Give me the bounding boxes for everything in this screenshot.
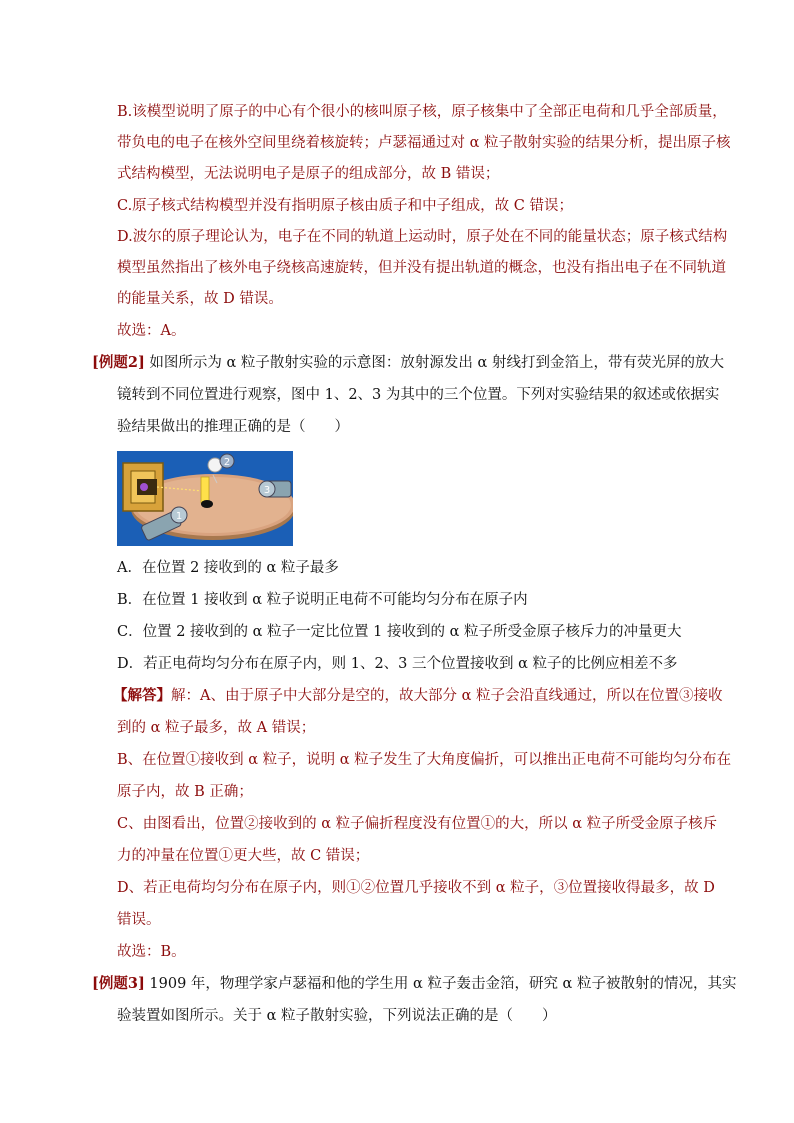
answer-1: 故选：A。 <box>117 323 186 339</box>
example3-question-2: 验装置如图所示。关于 α 粒子散射实验，下列说法正确的是（ ） <box>117 1008 557 1024</box>
figure-label-1: 1 <box>175 511 183 522</box>
solution2-line-3: B、在位置①接收到 α 粒子，说明 α 粒子发生了大角度偏折，可以推出正电荷不可能均匀分布在 <box>117 752 732 768</box>
alpha-scattering-illustration <box>117 451 293 546</box>
solution2-line-4: 原子内，故 B 正确； <box>117 784 253 800</box>
example2-line-1 <box>92 353 724 373</box>
solution2-line-5: C、由图看出，位置②接收到的 α 粒子偏折程度没有位置①的大，所以 α 粒子所受金原子核斥 <box>117 816 718 832</box>
solution-line-b2: 带负电的电子在核外空间里绕着核旋转；卢瑟福通过对 α 粒子散射实验的结果分析，提出原子核 <box>117 135 731 151</box>
solution-line-d1: D.波尔的原子理论认为，电子在不同的轨道上运动时，原子处在不同的能量状态；原子核式结构 <box>117 229 728 245</box>
solution2-text-1: 解：A、由于原子中大部分是空的，故大部分 α 粒子会沿直线通过，所以在位置③接收 <box>171 688 723 704</box>
example3-question-1: 1909 年，物理学家卢瑟福和他的学生用 α 粒子轰击金箔，研究 α 粒子被散射的情况，其实 <box>149 976 737 992</box>
solution-line-b3: 式结构模型，无法说明电子是原子的组成部分，故 B 错误； <box>117 166 500 182</box>
solution2-line-7: D、若正电荷均匀分布在原子内，则①②位置几乎接收不到 α 粒子，③位置接收得最多，故 D <box>117 880 715 896</box>
option-a: A．在位置 2 接收到的 α 粒子最多 <box>117 560 339 576</box>
example3-tag: [例题3] <box>92 975 145 992</box>
solution-label: 【解答】 <box>113 687 171 704</box>
solution-line-d2: 模型虽然指出了核外电子绕核高速旋转，但并没有提出轨道的概念，也没有指出电子在不同轨道 <box>117 260 726 276</box>
solution2-line-6: 力的冲量在位置①更大些，故 C 错误； <box>117 848 370 864</box>
solution2-line-1 <box>113 686 722 706</box>
example3-line-1 <box>92 974 736 994</box>
option-b: B．在位置 1 接收到 α 粒子说明正电荷不可能均匀分布在原子内 <box>117 592 528 608</box>
example2-tag: [例题2] <box>92 354 145 371</box>
solution-line-b1: B.该模型说明了原子的中心有个很小的核叫原子核，原子核集中了全部正电荷和几乎全部质量， <box>117 104 727 120</box>
solution2-line-8: 错误。 <box>117 912 161 928</box>
option-c: C．位置 2 接收到的 α 粒子一定比位置 1 接收到的 α 粒子所受金原子核斥力的冲量更大 <box>117 624 682 640</box>
solution2-line-2: 到的 α 粒子最多，故 A 错误； <box>117 720 316 736</box>
solution-line-d3: 的能量关系，故 D 错误。 <box>117 291 283 307</box>
example2-question-3: 验结果做出的推理正确的是（ ） <box>117 419 349 435</box>
figure-label-3: 3 <box>263 485 271 496</box>
figure-label-2: 2 <box>223 457 231 468</box>
solution-line-c: C.原子核式结构模型并没有指明原子核由质子和中子组成，故 C 错误； <box>117 198 573 214</box>
example2-question-2: 镜转到不同位置进行观察，图中 1、2、3 为其中的三个位置。下列对实验结果的叙述或依据实 <box>117 387 720 403</box>
answer-2: 故选：B。 <box>117 944 186 960</box>
alpha-scattering-figure <box>117 451 293 546</box>
option-d: D．若正电荷均匀分布在原子内，则 1、2、3 三个位置接收到 α 粒子的比例应相差不多 <box>117 656 678 672</box>
example2-question-1: 如图所示为 α 粒子散射实验的示意图：放射源发出 α 射线打到金箔上，带有荧光屏的放大 <box>149 355 724 371</box>
